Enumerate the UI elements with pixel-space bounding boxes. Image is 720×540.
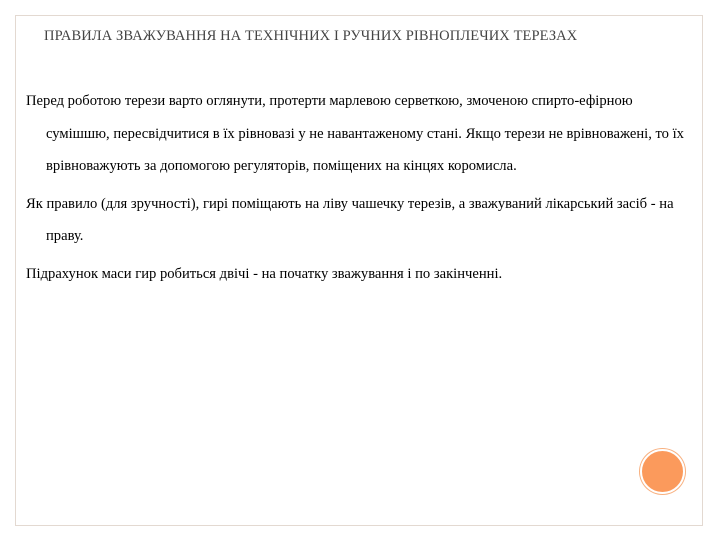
paragraph-balance-check: Перед роботою терези варто оглянути, протерти марлевою серветкою, змоченою спирто-ефірною сумішшю, пересвідчитися в їх рівновазі у не навантаженому стані. Якщо терези не врівноважені, то їх врівноважують за допомогою регуляторів, поміщених на кінцях коромисла. [26, 93, 684, 174]
slide-title: ПРАВИЛА ЗВАЖУВАННЯ НА ТЕХНІЧНИХ І РУЧНИХ РІВНОПЛЕЧИХ ТЕРЕЗАХ [44, 28, 578, 44]
slide-body [26, 85, 694, 295]
paragraph-weights-placement: Як правило (для зручності), гирі поміщають на ліву чашечку терезів, а зважуваний лікарський засіб - на праву. [26, 195, 674, 244]
accent-circle-decoration [640, 449, 685, 494]
paragraph-weights-count: Підрахунок маси гир робиться двічі - на початку зважування і по закінченні. [26, 265, 503, 282]
